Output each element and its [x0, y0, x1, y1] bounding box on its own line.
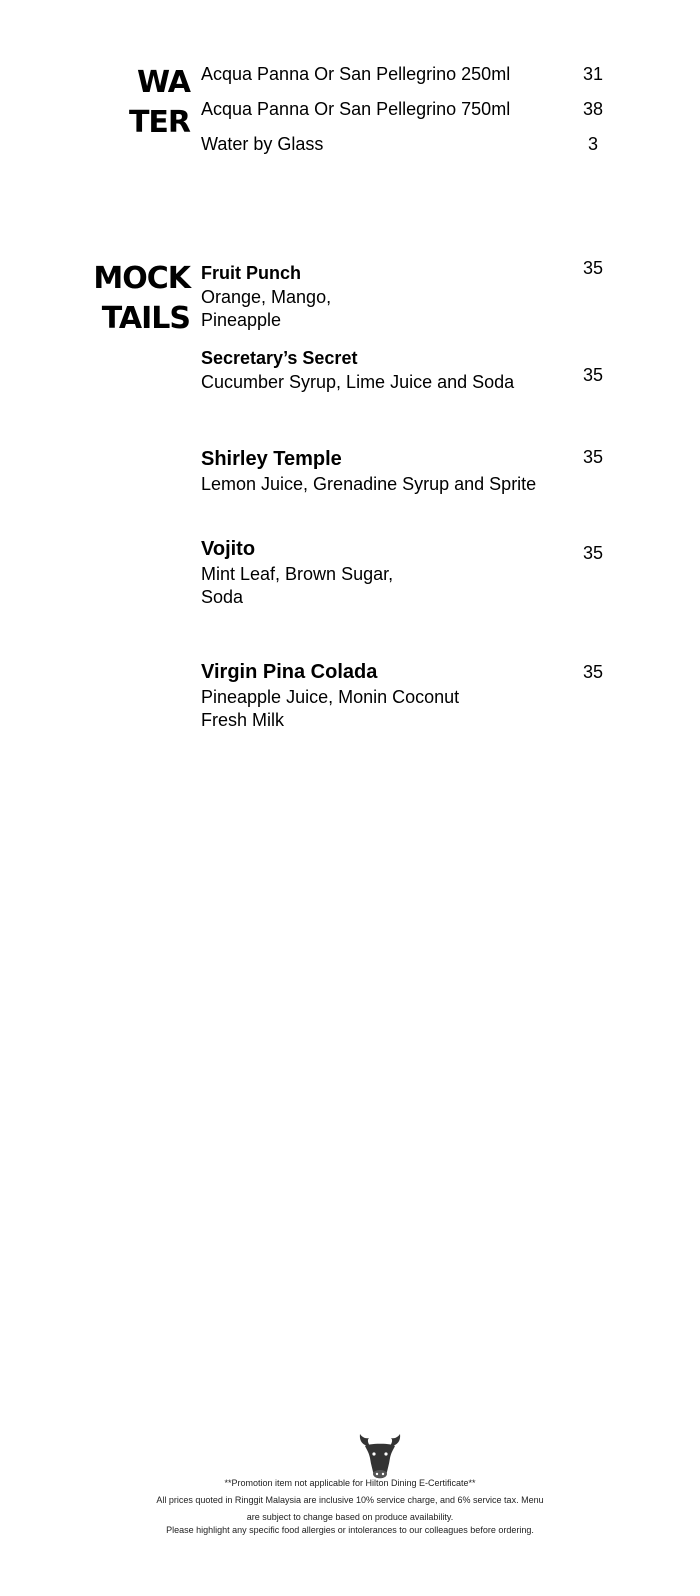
promo-note: **Promotion item not applicable for Hilton Dining E-Certificate** [224, 1478, 476, 1488]
mocktail-5-price: 35 [582, 662, 603, 682]
mocktail-4-desc-line-1: Mint Leaf, Brown Sugar, [201, 564, 394, 584]
mocktail-5-desc-line-1: Pineapple Juice, Monin Coconut [201, 687, 460, 707]
mocktail-1-price: 35 [582, 258, 603, 278]
prices-note-line-2: are subject to change based on produce availability. [246, 1512, 454, 1522]
mocktail-5-desc-line-2: Fresh Milk [201, 710, 285, 730]
mocktail-4-desc-line-2: Soda [201, 587, 244, 607]
mocktail-4-price: 35 [582, 543, 603, 563]
water-item-1-price: 31 [582, 64, 603, 84]
water-item-2-name: Acqua Panna Or San Pellegrino 750ml [201, 99, 511, 119]
mocktail-3-price: 35 [582, 447, 603, 467]
water-title-line-1: WA [137, 65, 190, 100]
water-item-3-name: Water by Glass [201, 134, 324, 154]
prices-note-line-1: All prices quoted in Ringgit Malaysia are inclusive 10% service charge, and 6% service tax. Menu [156, 1495, 544, 1505]
water-title-line-2: TER [128, 105, 190, 140]
mocktail-3-name: Shirley Temple [201, 448, 342, 470]
mocktail-1-name: Fruit Punch [201, 263, 301, 283]
mocktail-2-price: 35 [582, 365, 603, 385]
mocktail-1-desc-line-2: Pineapple [201, 310, 282, 330]
water-item-1-name: Acqua Panna Or San Pellegrino 250ml [201, 64, 511, 84]
bull-head-icon [357, 1432, 403, 1480]
mocktail-2-desc-line-1: Cucumber Syrup, Lime Juice and Soda [201, 372, 515, 392]
mocktail-1-desc-line-1: Orange, Mango, [201, 287, 332, 307]
mocktail-3-desc-line-1: Lemon Juice, Grenadine Syrup and Sprite [201, 474, 537, 494]
mocktail-2-name: Secretary’s Secret [201, 348, 358, 368]
mocktails-title-line-2: TAILS [101, 301, 190, 336]
allergy-note: Please highlight any specific food allergies or intolerances to our colleagues before ordering. [166, 1525, 534, 1535]
water-item-2-price: 38 [582, 99, 603, 119]
mocktails-title-line-1: MOCK [93, 261, 190, 296]
mocktail-4-name: Vojito [201, 538, 256, 560]
water-item-3-price: 3 [587, 134, 598, 154]
mocktail-5-name: Virgin Pina Colada [201, 661, 378, 683]
